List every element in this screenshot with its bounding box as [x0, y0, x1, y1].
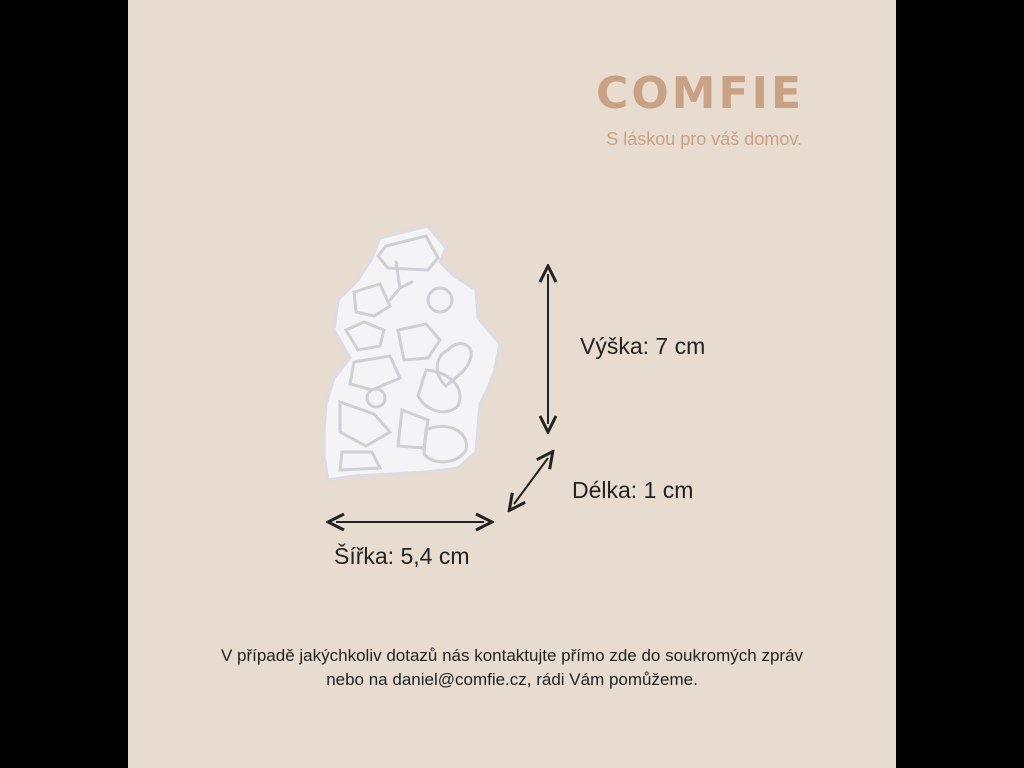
length-arrow [514, 458, 548, 504]
height-label: Výška: 7 cm [580, 333, 706, 359]
brand-tagline: S láskou pro váš domov. [606, 129, 802, 149]
cookie-cutter-image [324, 226, 500, 480]
brand-logo: COMFIE [596, 68, 804, 119]
length-label: Délka: 1 cm [572, 477, 694, 503]
contact-text: V případě jakýchkoliv dotazů nás kontaktujte přímo zde do soukromých zpráv nebo na daniel@comfie.cz, rádi Vám pomůžeme. [220, 646, 804, 689]
width-label: Šířka: 5,4 cm [334, 543, 470, 569]
product-card [128, 0, 896, 768]
